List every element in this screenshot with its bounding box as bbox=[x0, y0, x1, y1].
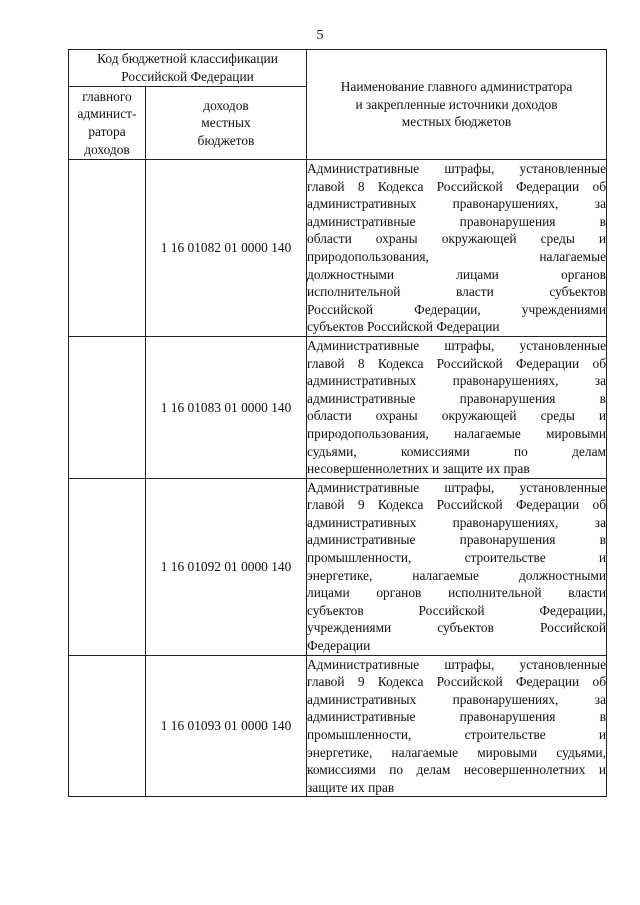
description-line: административных правонарушениях, за bbox=[307, 373, 607, 389]
description-cell bbox=[307, 655, 607, 797]
description-line: главой 9 Кодекса Российской Федерации об bbox=[307, 674, 607, 690]
header-row-top bbox=[69, 50, 607, 87]
header-name-line: местных бюджетов bbox=[401, 114, 512, 130]
description-line: административные правонарушения в bbox=[307, 390, 607, 406]
description-line: судьями, комиссиями по делам bbox=[307, 443, 607, 459]
header-income-line: местных bbox=[201, 115, 251, 131]
header-admin-column bbox=[69, 87, 146, 160]
table-row bbox=[69, 336, 607, 478]
income-code-cell: 1 16 01092 01 0000 140 bbox=[146, 478, 307, 655]
admin-code-cell bbox=[69, 336, 146, 478]
admin-code-cell bbox=[69, 160, 146, 337]
header-admin-line: админист- bbox=[77, 106, 137, 122]
description-line: Административные штрафы, установленные bbox=[307, 337, 607, 353]
income-code-cell: 1 16 01083 01 0000 140 bbox=[146, 336, 307, 478]
admin-code-cell bbox=[69, 478, 146, 655]
description-line: Федерации bbox=[307, 638, 371, 654]
income-code-cell: 1 16 01093 01 0000 140 bbox=[146, 655, 307, 797]
description-cell bbox=[307, 160, 607, 337]
income-code-cell: 1 16 01082 01 0000 140 bbox=[146, 160, 307, 337]
description-line: учреждениями субъектов Российской bbox=[307, 620, 607, 636]
description-line: защите их прав bbox=[307, 779, 395, 795]
header-income-column bbox=[146, 87, 307, 160]
header-admin-line: ратора bbox=[88, 124, 126, 139]
description-line: главой 9 Кодекса Российской Федерации об bbox=[307, 497, 607, 513]
description-line: административные правонарушения в bbox=[307, 213, 607, 229]
description-line: главой 8 Кодекса Российской Федерации об bbox=[307, 355, 607, 371]
description-line: комиссиями по делам несовершеннолетних и bbox=[307, 762, 607, 778]
description-line: энергетике, налагаемые должностными bbox=[307, 567, 607, 583]
header-code-group: Код бюджетной классификации Российской Федерации bbox=[69, 50, 307, 87]
description-line: субъектов Российской Федерации bbox=[307, 319, 500, 335]
table-row bbox=[69, 478, 607, 655]
budget-classification-table bbox=[68, 49, 607, 797]
description-line: промышленности, строительстве и bbox=[307, 550, 607, 566]
description-line: лицами органов исполнительной власти bbox=[307, 585, 607, 601]
description-line: промышленности, строительстве и bbox=[307, 727, 607, 742]
table-row bbox=[69, 160, 607, 337]
description-line: административных правонарушениях, за bbox=[307, 514, 607, 530]
description-line: административных правонарушениях, за bbox=[307, 196, 607, 212]
table-row bbox=[69, 655, 607, 797]
page-number: 5 bbox=[316, 28, 324, 43]
admin-code-cell bbox=[69, 655, 146, 797]
description-line: области охраны окружающей среды и bbox=[307, 231, 607, 247]
header-name-line: и закрепленные источники доходов bbox=[355, 96, 558, 112]
header-admin-line: главного bbox=[82, 88, 132, 104]
description-line: Административные штрафы, установленные bbox=[307, 479, 607, 495]
description-line: природопользования, налагаемые bbox=[307, 248, 607, 264]
description-line: Административные штрафы, установленные bbox=[307, 161, 607, 176]
description-line: должностными лицами органов bbox=[307, 266, 607, 282]
description-line: административных правонарушениях, за bbox=[307, 691, 607, 707]
description-line: несовершеннолетних и защите их прав bbox=[307, 461, 530, 477]
header-name-column bbox=[307, 50, 607, 160]
description-line: энергетике, налагаемые мировыми судьями, bbox=[307, 744, 607, 760]
description-line: области охраны окружающей среды и bbox=[307, 408, 607, 424]
description-cell bbox=[307, 336, 607, 478]
description-line: Административные штрафы, установленные bbox=[307, 656, 607, 672]
description-line: субъектов Российской Федерации, bbox=[307, 602, 607, 618]
header-income-line: бюджетов bbox=[197, 132, 255, 148]
header-income-line: доходов bbox=[203, 97, 249, 113]
description-line: административные правонарушения в bbox=[307, 532, 607, 548]
header-name-line: Наименование главного администратора bbox=[340, 79, 573, 95]
description-line: главой 8 Кодекса Российской Федерации об bbox=[307, 178, 607, 194]
description-line: природопользования, налагаемые мировыми bbox=[307, 425, 607, 441]
description-cell bbox=[307, 478, 607, 655]
header-admin-line: доходов bbox=[84, 141, 130, 157]
description-line: исполнительной власти субъектов bbox=[307, 284, 607, 300]
description-line: административные правонарушения в bbox=[307, 709, 607, 725]
description-line: Российской Федерации, учреждениями bbox=[307, 301, 607, 317]
